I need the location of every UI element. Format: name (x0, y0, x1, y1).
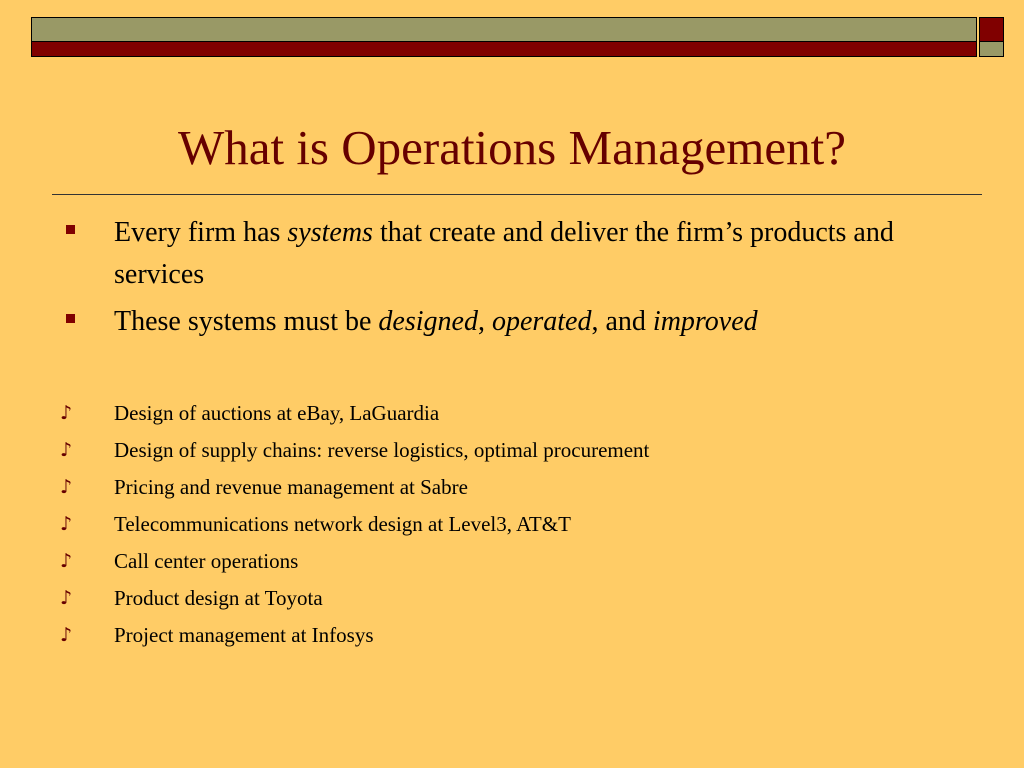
example-item (0, 470, 1024, 507)
emphasis-text: improved (652, 306, 758, 337)
example-item (0, 544, 1024, 581)
example-text: Telecommunications network design at Level3, AT&T (114, 512, 571, 536)
main-bullet-item (0, 212, 1024, 296)
main-bullet-list (0, 212, 1024, 348)
header-bar-olive (31, 17, 977, 42)
examples-list (0, 396, 1024, 655)
slide-title: What is Operations Management? (177, 120, 847, 175)
main-bullet-item (0, 301, 1024, 343)
header-square-maroon (979, 17, 1004, 42)
example-text: Call center operations (114, 549, 299, 573)
emphasis-text: operated (491, 306, 592, 337)
main-text: , (477, 306, 492, 337)
example-text: Design of supply chains: reverse logistics, optimal procurement (114, 438, 650, 462)
music-note-icon: ♪ (60, 624, 73, 646)
example-text: Pricing and revenue management at Sabre (114, 475, 468, 499)
music-note-icon: ♪ (60, 550, 73, 572)
music-note-icon: ♪ (60, 439, 73, 461)
example-item (0, 618, 1024, 655)
square-bullet-icon (66, 225, 75, 234)
emphasis-text: designed (378, 306, 478, 337)
example-item (0, 433, 1024, 470)
music-note-icon: ♪ (60, 476, 73, 498)
title-divider (52, 194, 982, 195)
example-text: Project management at Infosys (114, 623, 374, 647)
example-text: Design of auctions at eBay, LaGuardia (114, 401, 440, 425)
main-text: that create and deliver the firm’s products and services (114, 217, 894, 290)
example-item (0, 581, 1024, 618)
main-text: Every firm has (114, 217, 288, 248)
music-note-icon: ♪ (60, 587, 73, 609)
music-note-icon: ♪ (60, 402, 73, 424)
example-text: Product design at Toyota (114, 586, 323, 610)
header-square-olive (979, 41, 1004, 57)
music-note-icon: ♪ (60, 513, 73, 535)
main-text: These systems must be (114, 306, 379, 337)
header-bar-maroon (31, 41, 977, 57)
emphasis-text: systems (287, 217, 373, 248)
main-text: , and (591, 306, 653, 337)
example-item (0, 396, 1024, 433)
square-bullet-icon (66, 314, 75, 323)
example-item (0, 507, 1024, 544)
